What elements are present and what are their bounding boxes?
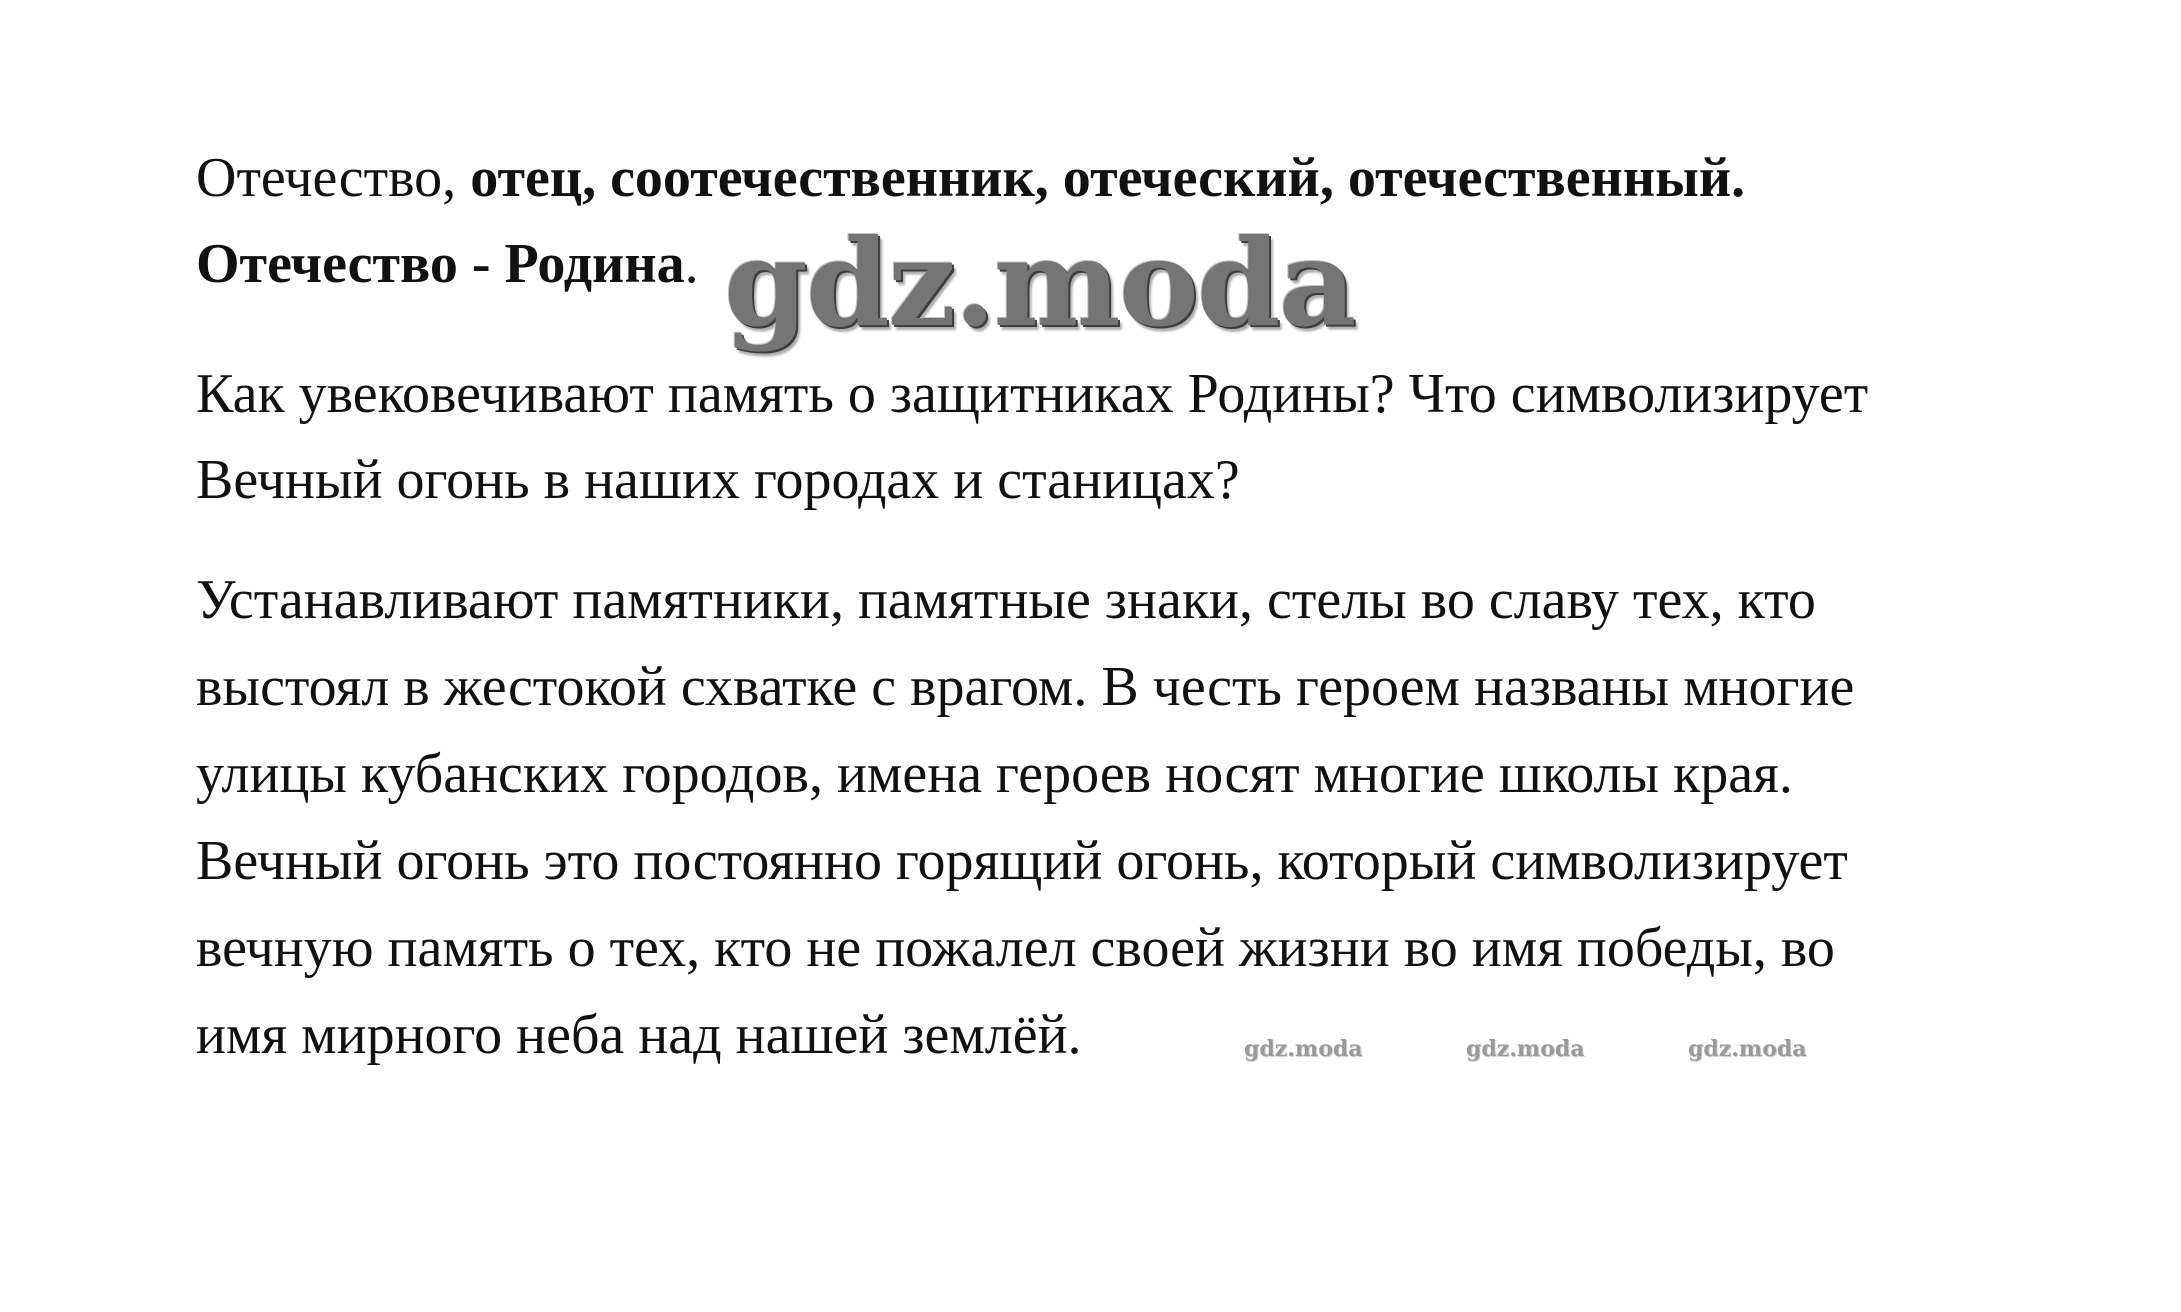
watermark-small-3: gdz.moda — [1688, 1036, 1807, 1062]
watermark-small-2: gdz.moda — [1466, 1036, 1585, 1062]
watermark-small-1: gdz.moda — [1244, 1036, 1363, 1062]
answer-line-2: выстоял в жестокой схватке с врагом. В честь героем названы многие — [196, 656, 1855, 718]
watermark-logo: gdz.moda — [724, 213, 1355, 354]
question-line-2: Вечный огонь в наших городах и станицах? — [196, 449, 1240, 511]
line-words-plain: Отечество, — [196, 147, 471, 209]
definition-period: . — [684, 233, 699, 295]
answer-line-6: имя мирного неба над нашей землёй. — [196, 1004, 1082, 1066]
answer-line-4: Вечный огонь это постоянно горящий огонь, который символизирует — [196, 830, 1848, 892]
line-words — [196, 147, 1746, 209]
answer-line-3: улицы кубанских городов, имена героев носят многие школы края. — [196, 743, 1793, 805]
line-definition — [196, 233, 699, 295]
line-words-bold: отец, соотечественник, отеческий, отечественный. — [470, 147, 1746, 209]
definition-bold: Отечество - Родина — [196, 233, 685, 295]
question-line-1: Как увековечивают память о защитниках Родины? Что символизирует — [196, 363, 1869, 425]
answer-line-5: вечную память о тех, кто не пожалел своей жизни во имя победы, во — [196, 917, 1835, 979]
answer-line-1: Устанавливают памятники, памятные знаки, стелы во славу тех, кто — [196, 569, 1816, 631]
